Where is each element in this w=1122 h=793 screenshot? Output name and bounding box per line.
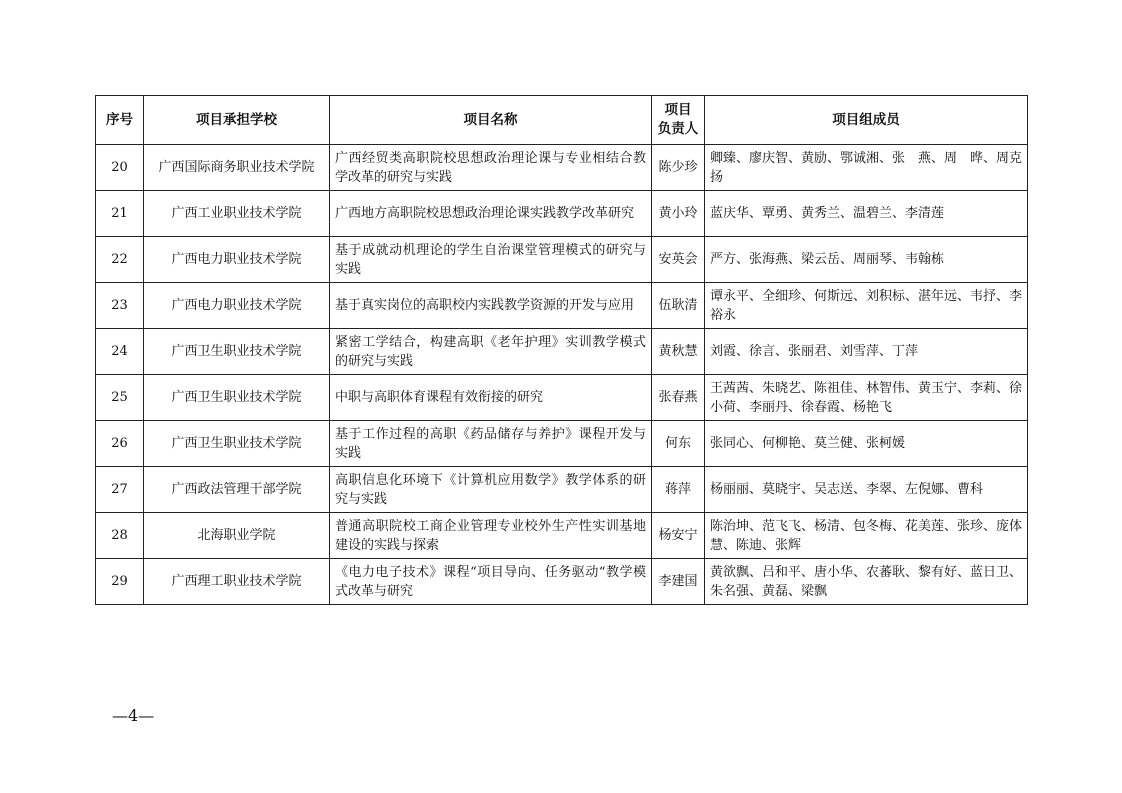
cell-members: 谭永平、全细珍、何斯远、刘积标、湛年远、韦抒、李裕永 bbox=[705, 283, 1028, 329]
cell-leader: 蒋萍 bbox=[652, 467, 705, 513]
cell-members: 刘霞、徐言、张丽君、刘雪萍、丁萍 bbox=[705, 329, 1028, 375]
cell-seq: 23 bbox=[96, 283, 144, 329]
cell-school: 广西电力职业技术学院 bbox=[144, 237, 330, 283]
cell-members: 王茜茜、朱晓艺、陈祖佳、林智伟、黄玉宁、李莉、徐小荷、李丽丹、徐春霞、杨艳飞 bbox=[705, 375, 1028, 421]
table-row bbox=[96, 329, 1028, 375]
cell-project-name: 广西地方高职院校思想政治理论课实践教学改革研究 bbox=[330, 191, 652, 237]
cell-school: 广西国际商务职业技术学院 bbox=[144, 145, 330, 191]
cell-project-name: 普通高职院校工商企业管理专业校外生产性实训基地建设的实践与探索 bbox=[330, 513, 652, 559]
cell-school: 广西政法管理干部学院 bbox=[144, 467, 330, 513]
header-members: 项目组成员 bbox=[705, 96, 1028, 145]
table-row bbox=[96, 467, 1028, 513]
cell-school: 广西卫生职业技术学院 bbox=[144, 375, 330, 421]
cell-members: 卿臻、廖庆智、黄励、鄂诚湘、张 燕、周 晔、周克扬 bbox=[705, 145, 1028, 191]
cell-project-name: 中职与高职体育课程有效衔接的研究 bbox=[330, 375, 652, 421]
header-school: 项目承担学校 bbox=[144, 96, 330, 145]
cell-project-name: 《电力电子技术》课程“项目导向、任务驱动“教学模式改革与研究 bbox=[330, 559, 652, 605]
table-row bbox=[96, 237, 1028, 283]
project-table bbox=[95, 95, 1028, 605]
header-leader-line1: 项目 bbox=[664, 102, 692, 118]
cell-school: 广西工业职业技术学院 bbox=[144, 191, 330, 237]
cell-leader: 安英会 bbox=[652, 237, 705, 283]
cell-leader: 张春燕 bbox=[652, 375, 705, 421]
cell-leader: 黄小玲 bbox=[652, 191, 705, 237]
cell-seq: 29 bbox=[96, 559, 144, 605]
cell-seq: 20 bbox=[96, 145, 144, 191]
cell-members: 张同心、何柳艳、莫兰健、张柯媛 bbox=[705, 421, 1028, 467]
cell-leader: 李建国 bbox=[652, 559, 705, 605]
table-row bbox=[96, 191, 1028, 237]
cell-school: 广西电力职业技术学院 bbox=[144, 283, 330, 329]
header-leader bbox=[652, 96, 705, 145]
cell-members: 陈治坤、范飞飞、杨清、包冬梅、花美莲、张珍、庞体慧、陈迪、张辉 bbox=[705, 513, 1028, 559]
cell-leader: 黄秋慧 bbox=[652, 329, 705, 375]
table-row bbox=[96, 513, 1028, 559]
cell-project-name: 广西经贸类高职院校思想政治理论课与专业相结合教学改革的研究与实践 bbox=[330, 145, 652, 191]
cell-seq: 25 bbox=[96, 375, 144, 421]
header-seq: 序号 bbox=[96, 96, 144, 145]
cell-seq: 28 bbox=[96, 513, 144, 559]
cell-project-name: 紧密工学结合，构建高职《老年护理》实训教学模式的研究与实践 bbox=[330, 329, 652, 375]
table-row bbox=[96, 375, 1028, 421]
cell-leader: 陈少珍 bbox=[652, 145, 705, 191]
cell-school: 广西卫生职业技术学院 bbox=[144, 421, 330, 467]
cell-members: 杨丽丽、莫晓宇、吴志送、李翠、左倪娜、曹科 bbox=[705, 467, 1028, 513]
cell-project-name: 基于成就动机理论的学生自治课堂管理模式的研究与实践 bbox=[330, 237, 652, 283]
cell-school: 北海职业学院 bbox=[144, 513, 330, 559]
cell-leader: 何东 bbox=[652, 421, 705, 467]
cell-seq: 26 bbox=[96, 421, 144, 467]
cell-seq: 27 bbox=[96, 467, 144, 513]
cell-seq: 21 bbox=[96, 191, 144, 237]
table-row bbox=[96, 283, 1028, 329]
table-row bbox=[96, 145, 1028, 191]
cell-members: 蓝庆华、覃勇、黄秀兰、温碧兰、李清莲 bbox=[705, 191, 1028, 237]
table-row bbox=[96, 421, 1028, 467]
cell-members: 严方、张海燕、梁云岳、周丽琴、韦翰栋 bbox=[705, 237, 1028, 283]
cell-seq: 22 bbox=[96, 237, 144, 283]
header-project-name: 项目名称 bbox=[330, 96, 652, 145]
page-number: —4— bbox=[112, 706, 155, 725]
cell-leader: 杨安宁 bbox=[652, 513, 705, 559]
header-leader-line2: 负责人 bbox=[657, 121, 699, 137]
table-header-row bbox=[96, 96, 1028, 145]
cell-school: 广西卫生职业技术学院 bbox=[144, 329, 330, 375]
cell-project-name: 高职信息化环境下《计算机应用数学》教学体系的研究与实践 bbox=[330, 467, 652, 513]
cell-leader: 伍耿清 bbox=[652, 283, 705, 329]
cell-seq: 24 bbox=[96, 329, 144, 375]
cell-school: 广西理工职业技术学院 bbox=[144, 559, 330, 605]
cell-project-name: 基于工作过程的高职《药品储存与养护》课程开发与实践 bbox=[330, 421, 652, 467]
cell-project-name: 基于真实岗位的高职校内实践教学资源的开发与应用 bbox=[330, 283, 652, 329]
cell-members: 黄欲飘、吕和平、唐小华、农蕃耿、黎有好、蓝日卫、朱名强、黄磊、梁飘 bbox=[705, 559, 1028, 605]
table-row bbox=[96, 559, 1028, 605]
